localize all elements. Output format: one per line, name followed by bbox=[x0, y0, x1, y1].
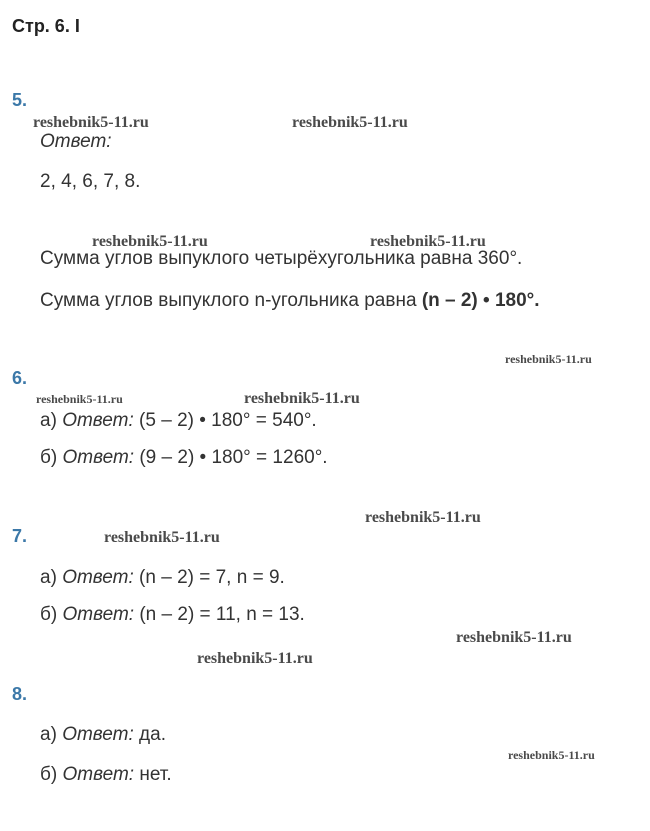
task-8-item-a bbox=[40, 724, 166, 746]
watermark: reshebnik5-11.ru bbox=[365, 509, 481, 526]
task-6-item-a bbox=[40, 410, 317, 432]
item-text: (n – 2) = 11, n = 13. bbox=[139, 604, 305, 625]
watermark: reshebnik5-11.ru bbox=[33, 114, 149, 131]
item-letter: б) bbox=[40, 447, 58, 468]
answer-label: Ответ: bbox=[62, 447, 135, 468]
item-letter: б) bbox=[40, 604, 58, 625]
item-letter: а) bbox=[40, 410, 57, 431]
watermark: reshebnik5-11.ru bbox=[197, 650, 313, 667]
task-6-item-b bbox=[40, 447, 328, 469]
watermark: reshebnik5-11.ru bbox=[36, 392, 123, 406]
task-5-fact-2 bbox=[40, 290, 540, 312]
task-7-item-b bbox=[40, 604, 305, 626]
task-5-answer: 2, 4, 6, 7, 8. bbox=[40, 171, 141, 192]
watermark: reshebnik5-11.ru bbox=[370, 233, 486, 250]
answer-label: Ответ: bbox=[62, 724, 134, 745]
watermark: reshebnik5-11.ru bbox=[292, 114, 408, 131]
task-5-fact-1: Сумма углов выпуклого четырёхугольника равна 360°. bbox=[40, 248, 523, 269]
item-text: (9 – 2) • 180° = 1260°. bbox=[139, 447, 328, 468]
answer-label: Ответ: bbox=[62, 410, 134, 431]
watermark: reshebnik5-11.ru bbox=[244, 390, 360, 407]
watermark: reshebnik5-11.ru bbox=[456, 629, 572, 646]
item-text: нет. bbox=[139, 764, 172, 785]
task-5-fact-2-text: Сумма углов выпуклого n-угольника равна bbox=[40, 290, 417, 311]
item-letter: а) bbox=[40, 567, 57, 588]
item-text: (n – 2) = 7, n = 9. bbox=[139, 567, 285, 588]
task-7-item-a bbox=[40, 567, 285, 589]
answer-label: Ответ: bbox=[62, 764, 135, 785]
item-text: (5 – 2) • 180° = 540°. bbox=[139, 410, 317, 431]
task-5-answer-label: Ответ: bbox=[40, 131, 112, 152]
watermark: reshebnik5-11.ru bbox=[92, 233, 208, 250]
task-5-number: 5. bbox=[12, 90, 28, 110]
watermark: reshebnik5-11.ru bbox=[508, 748, 595, 762]
task-8-item-b bbox=[40, 764, 172, 786]
item-letter: а) bbox=[40, 724, 57, 745]
task-8-number: 8. bbox=[12, 684, 28, 704]
task-7-number: 7. bbox=[12, 526, 28, 546]
answer-label: Ответ: bbox=[62, 604, 135, 625]
answer-label: Ответ: bbox=[62, 567, 134, 588]
watermark: reshebnik5-11.ru bbox=[505, 352, 592, 366]
watermark: reshebnik5-11.ru bbox=[104, 529, 220, 546]
item-letter: б) bbox=[40, 764, 58, 785]
item-text: да. bbox=[139, 724, 166, 745]
task-6-number: 6. bbox=[12, 368, 28, 388]
page-title: Стр. 6. I bbox=[12, 16, 80, 36]
task-5-fact-2-formula: (n – 2) • 180°. bbox=[421, 290, 540, 311]
